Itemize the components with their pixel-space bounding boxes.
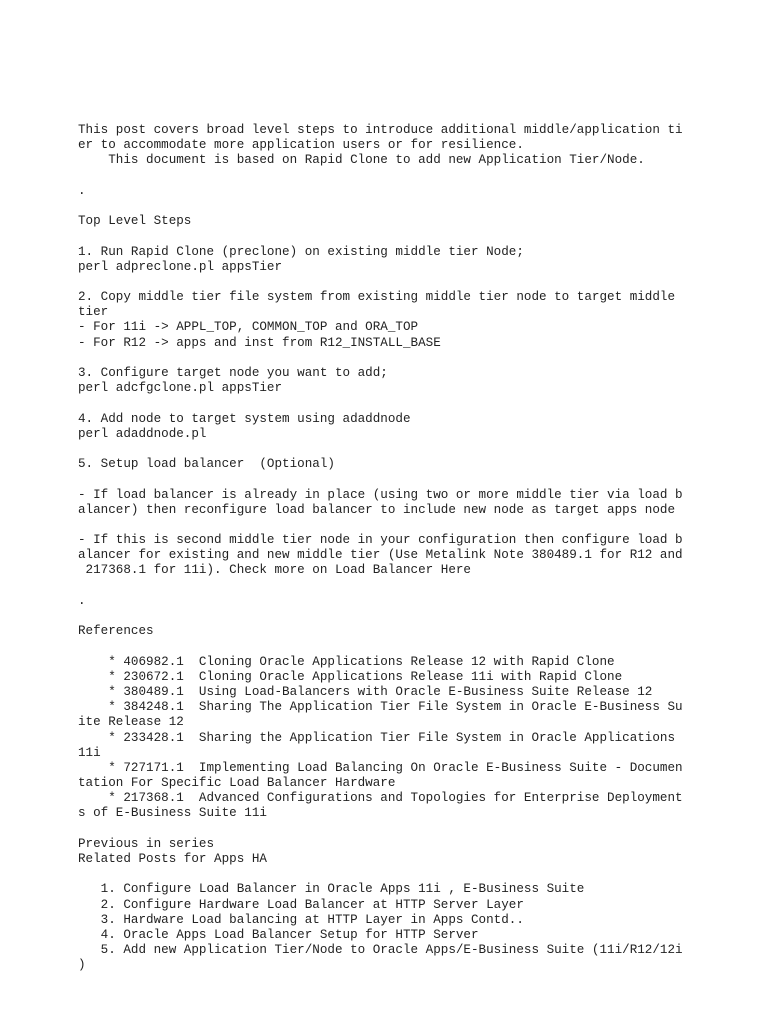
step-line: - For 11i -> APPL_TOP, COMMON_TOP and ORA_TOP	[78, 320, 419, 335]
reference-item-continued: 11i	[78, 745, 101, 760]
reference-item: * 727171.1 Implementing Load Balancing On Oracle E-Business Suite - Documen	[78, 760, 683, 775]
step-line: 4. Add node to target system using adaddnode	[78, 411, 411, 426]
note-line: alancer) then reconfigure load balancer to include new node as target apps node	[78, 502, 676, 517]
note-line: - If this is second middle tier node in your configuration then configure load b	[78, 533, 683, 548]
note-line: 217368.1 for 11i). Check more on Load Balancer Here	[78, 563, 471, 578]
step-line: 5. Setup load balancer (Optional)	[78, 457, 335, 472]
reference-item: * 233428.1 Sharing the Application Tier File System in Oracle Applications	[78, 730, 676, 745]
related-posts-list	[78, 882, 758, 973]
section-heading-top-level-steps: Top Level Steps	[78, 214, 192, 229]
load-balancer-note-1	[78, 488, 758, 518]
command-line: perl adpreclone.pl appsTier	[78, 259, 283, 274]
separator-dot: .	[78, 183, 86, 198]
note-line: alancer for existing and new middle tier (Use Metalink Note 380489.1 for R12 and	[78, 548, 683, 563]
section-heading-related-posts: Related Posts for Apps HA	[78, 852, 267, 866]
related-post-item-continued: )	[78, 958, 86, 973]
step-5	[78, 457, 758, 472]
text-line: er to accommodate more application users or for resilience.	[78, 138, 524, 153]
reference-item: * 380489.1 Using Load-Balancers with Oracle E-Business Suite Release 12	[78, 684, 653, 699]
note-line: - If load balancer is already in place (using two or more middle tier via load b	[78, 487, 683, 502]
text-line: This post covers broad level steps to introduce additional middle/application ti	[78, 123, 683, 137]
command-line: perl adaddnode.pl	[78, 426, 207, 441]
intro-paragraph	[78, 123, 758, 169]
reference-item: * 230672.1 Cloning Oracle Applications Release 11i with Rapid Clone	[78, 669, 623, 684]
step-line: 3. Configure target node you want to add;	[78, 366, 388, 380]
reference-item-continued: tation For Specific Load Balancer Hardware	[78, 776, 396, 791]
step-1	[78, 245, 758, 275]
step-line: - For R12 -> apps and inst from R12_INSTALL_BASE	[78, 335, 441, 350]
step-line: 1. Run Rapid Clone (preclone) on existing middle tier Node;	[78, 244, 524, 259]
related-post-item: 3. Hardware Load balancing at HTTP Layer in Apps Contd..	[78, 912, 524, 927]
step-3	[78, 366, 758, 396]
document-page	[78, 123, 758, 974]
related-post-item: 1. Configure Load Balancer in Oracle Apps 11i , E-Business Suite	[78, 882, 585, 897]
reference-item: * 406982.1 Cloning Oracle Applications Release 12 with Rapid Clone	[78, 654, 615, 669]
previous-in-series: Previous in series	[78, 836, 215, 851]
related-post-item: 5. Add new Application Tier/Node to Oracle Apps/E-Business Suite (11i/R12/12i	[78, 943, 683, 958]
related-post-item: 2. Configure Hardware Load Balancer at HTTP Server Layer	[78, 897, 524, 912]
step-4	[78, 412, 758, 442]
step-line: 2. Copy middle tier file system from existing middle tier node to target middle	[78, 290, 676, 305]
related-post-item: 4. Oracle Apps Load Balancer Setup for HTTP Server	[78, 927, 479, 942]
reference-item-continued: s of E-Business Suite 11i	[78, 806, 267, 821]
command-line: perl adcfgclone.pl appsTier	[78, 381, 283, 396]
reference-item: * 217368.1 Advanced Configurations and Topologies for Enterprise Deployment	[78, 791, 683, 806]
reference-item: * 384248.1 Sharing The Application Tier File System in Oracle E-Business Su	[78, 700, 683, 715]
step-line: tier	[78, 305, 109, 320]
step-2	[78, 290, 758, 351]
load-balancer-note-2	[78, 533, 758, 579]
separator-dot: .	[78, 593, 86, 608]
text-line: This document is based on Rapid Clone to add new Application Tier/Node.	[78, 153, 645, 168]
section-heading-references: References	[78, 624, 154, 639]
reference-item-continued: ite Release 12	[78, 715, 184, 730]
references-list	[78, 655, 758, 822]
